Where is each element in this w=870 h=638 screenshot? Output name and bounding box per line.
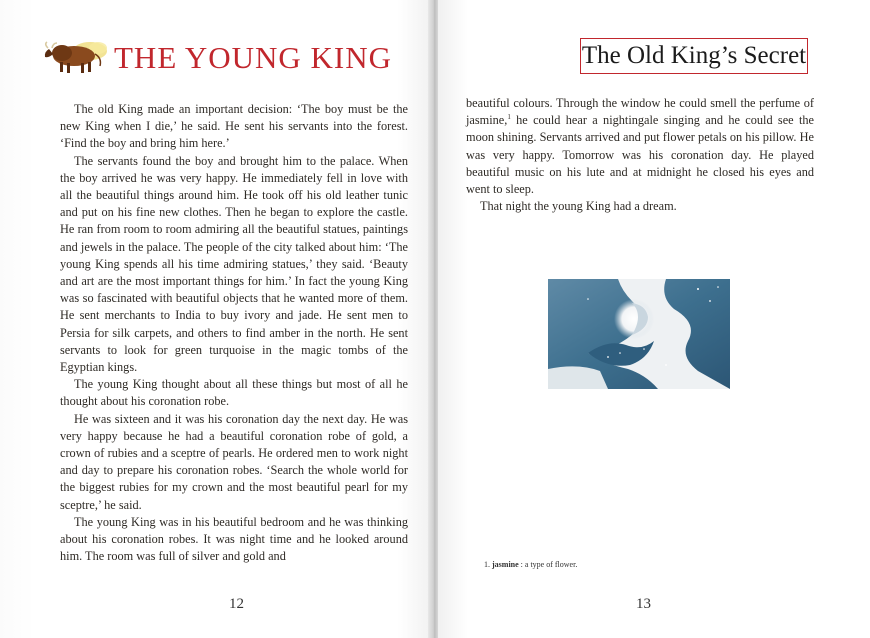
footnote-reference: 1 <box>507 113 511 122</box>
paragraph: The old King made an important decision: ‘The boy must be the new King when I die,’ he said. He sent his servants into the forest. ‘Find the boy and bring him here.’ <box>60 102 408 151</box>
left-page <box>0 0 432 638</box>
chapter-title: THE YOUNG KING <box>114 40 393 75</box>
footnote-number: 1. <box>484 560 490 569</box>
paragraph: That night the young King had a dream. <box>480 199 677 214</box>
bull-icon <box>40 36 114 76</box>
paragraph: The young King was in his beautiful bedroom and he was thinking about his coronation robes. It was night time and he looked around him. The room was full of silver and gold and <box>60 514 408 564</box>
paragraph <box>466 95 814 198</box>
paragraph: The young King thought about all these things but most of all he thought about his coronation robe. <box>60 377 408 409</box>
page-number: 12 <box>229 596 244 612</box>
paragraph: The servants found the boy and brought him to the palace. When the boy arrived he was very happy. He immediately fell in love with all the beautiful things around him. He took off his old leather tunic and put on his fine new clothes. Then he began to explore the castle. He ran from room to room admiring all the beautiful statues, paintings and jewels in the palace. The people of the city talked about him: ‘The young King spends all his time admiring statues,’ they said. ‘Beauty and art are the most important things for him.’ In fact the young King was so fascinated with beautiful objects that he wanted more of them. He sent merchants to India to buy ivory and jade. He sent men to Persia for silk carpets, and others to find amber in the north. He sent servants to look for green turquoise in the magic tombs of the Egyptian kings. <box>60 153 408 375</box>
paragraph-text: beautiful colours. Through the window he could smell the perfume of jasmine, <box>466 96 814 128</box>
section-title: The Old King’s Secret <box>581 42 807 69</box>
paragraph-text: he could hear a nightingale singing and he could see the moon shining. Servants arrived and put flower petals on his pillow. He was very happy. Tomorrow was his coronation day. He played beautiful music on his lute and at midnight he closed his eyes and went to sleep. <box>466 113 814 197</box>
page-number: 13 <box>636 596 651 612</box>
left-page-body <box>60 101 408 565</box>
right-page-body <box>466 95 814 215</box>
section-title-box <box>580 38 808 74</box>
footnote-definition: : a type of flower. <box>518 560 578 569</box>
night-sky-moon-illustration <box>548 279 730 389</box>
paragraph: He was sixteen and it was his coronation day the next day. He was very happy because he had a beautiful coronation robe of gold, a crown of rubies and a sceptre of pearls. He ordered men to work night and day to prepare his coronation robes. ‘Search the whole world for the biggest rubies for my crown and the most beautiful pearl for my sceptre,’ he said. <box>60 411 408 512</box>
footnote-word: jasmine <box>492 560 519 569</box>
footnote <box>484 560 577 569</box>
